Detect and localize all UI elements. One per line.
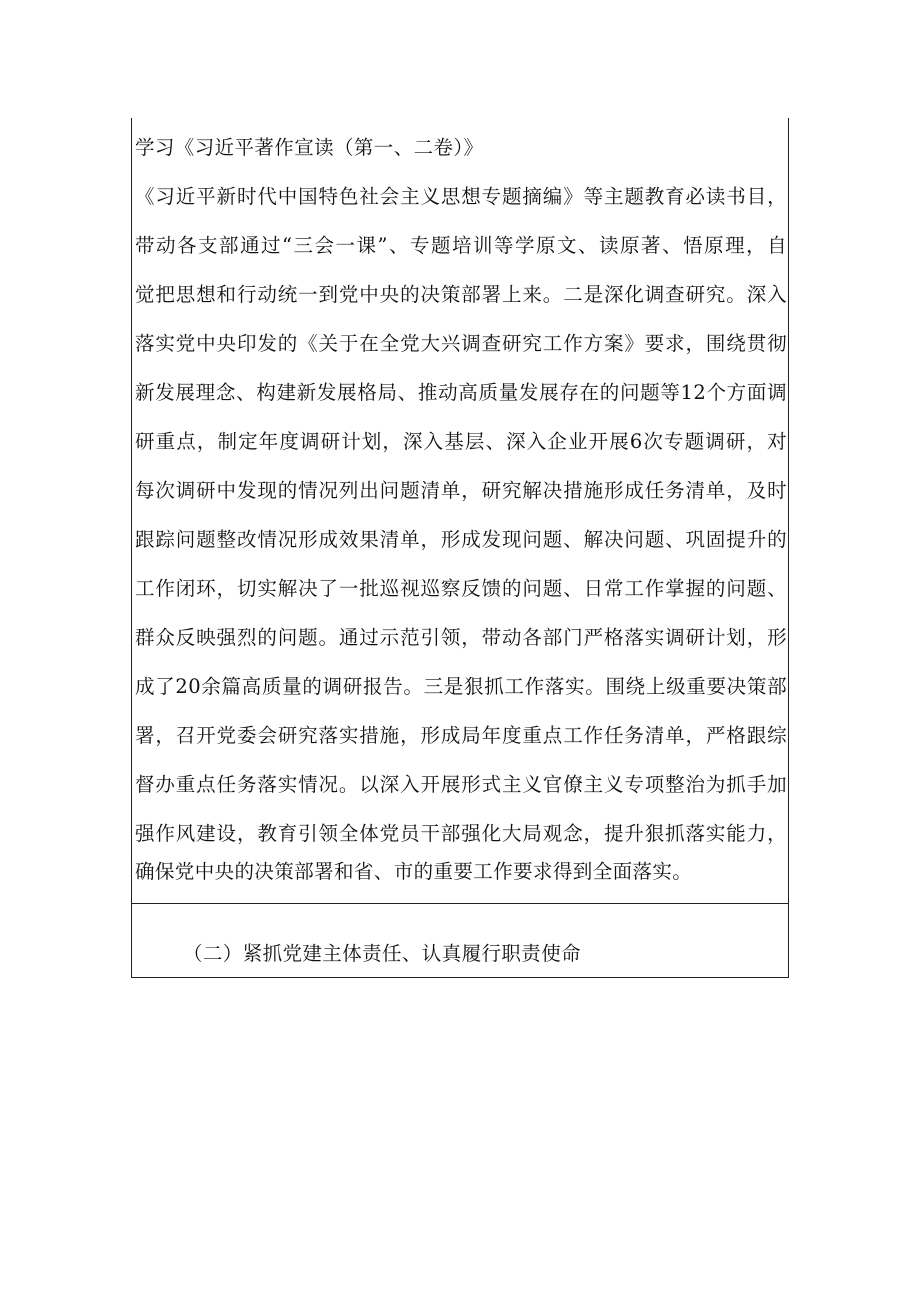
paragraph-line: 带动各支部通过“三会一课”、专题培训等学原文、读原著、悟原理，自	[135, 234, 787, 257]
paragraph-line: 落实党中央印发的《关于在全党大兴调查研究工作方案》要求，围绕贯彻	[135, 332, 787, 355]
paragraph-line: 成了20余篇高质量的调研报告。三是狠抓工作落实。围绕上级重要决策部	[135, 675, 787, 698]
paragraph-line: 《习近平新时代中国特色社会主义思想专题摘编》等主题教育必读书目，	[135, 185, 787, 208]
cell-divider	[131, 903, 789, 904]
paragraph-line: 署，召开党委会研究落实措施，形成局年度重点工作任务清单，严格跟综	[135, 724, 787, 747]
paragraph-line: 群众反映强烈的问题。通过示范引领，带动各部门严格落实调研计划，形	[135, 626, 787, 649]
paragraph-line: 工作闭环，切实解决了一批巡视巡察反馈的问题、日常工作掌握的问题、	[135, 577, 787, 600]
paragraph-line: 跟踪问题整改情况形成效果清单，形成发现问题、解决问题、巩固提升的	[135, 528, 787, 551]
paragraph-line: 每次调研中发现的情况列出问题清单，研究解决措施形成任务清单，及时	[135, 479, 787, 502]
paragraph-line: 研重点，制定年度调研计划，深入基层、深入企业开展6次专题调研，对	[135, 430, 787, 453]
paragraph-line: 学习《习近平著作宣读（第一、二卷）》	[135, 136, 484, 159]
paragraph-line: 确保党中央的决策部署和省、市的重要工作要求得到全面落实。	[135, 860, 693, 883]
paragraph-line: 觉把思想和行动统一到党中央的决策部署上来。二是深化调查研究。深入	[135, 283, 787, 306]
paragraph-line: 新发展理念、构建新发展格局、推动高质量发展存在的问题等12个方面调	[135, 381, 787, 404]
paragraph-line: 强作风建设，教育引领全体党员干部强化大局观念，提升狠抓落实能力，	[135, 822, 787, 845]
paragraph-line: 督办重点任务落实情况。以深入开展形式主义官僚主义专项整治为抓手加	[135, 773, 787, 796]
section-heading: （二）紧抓党建主体责任、认真履行职责使命	[183, 942, 582, 965]
